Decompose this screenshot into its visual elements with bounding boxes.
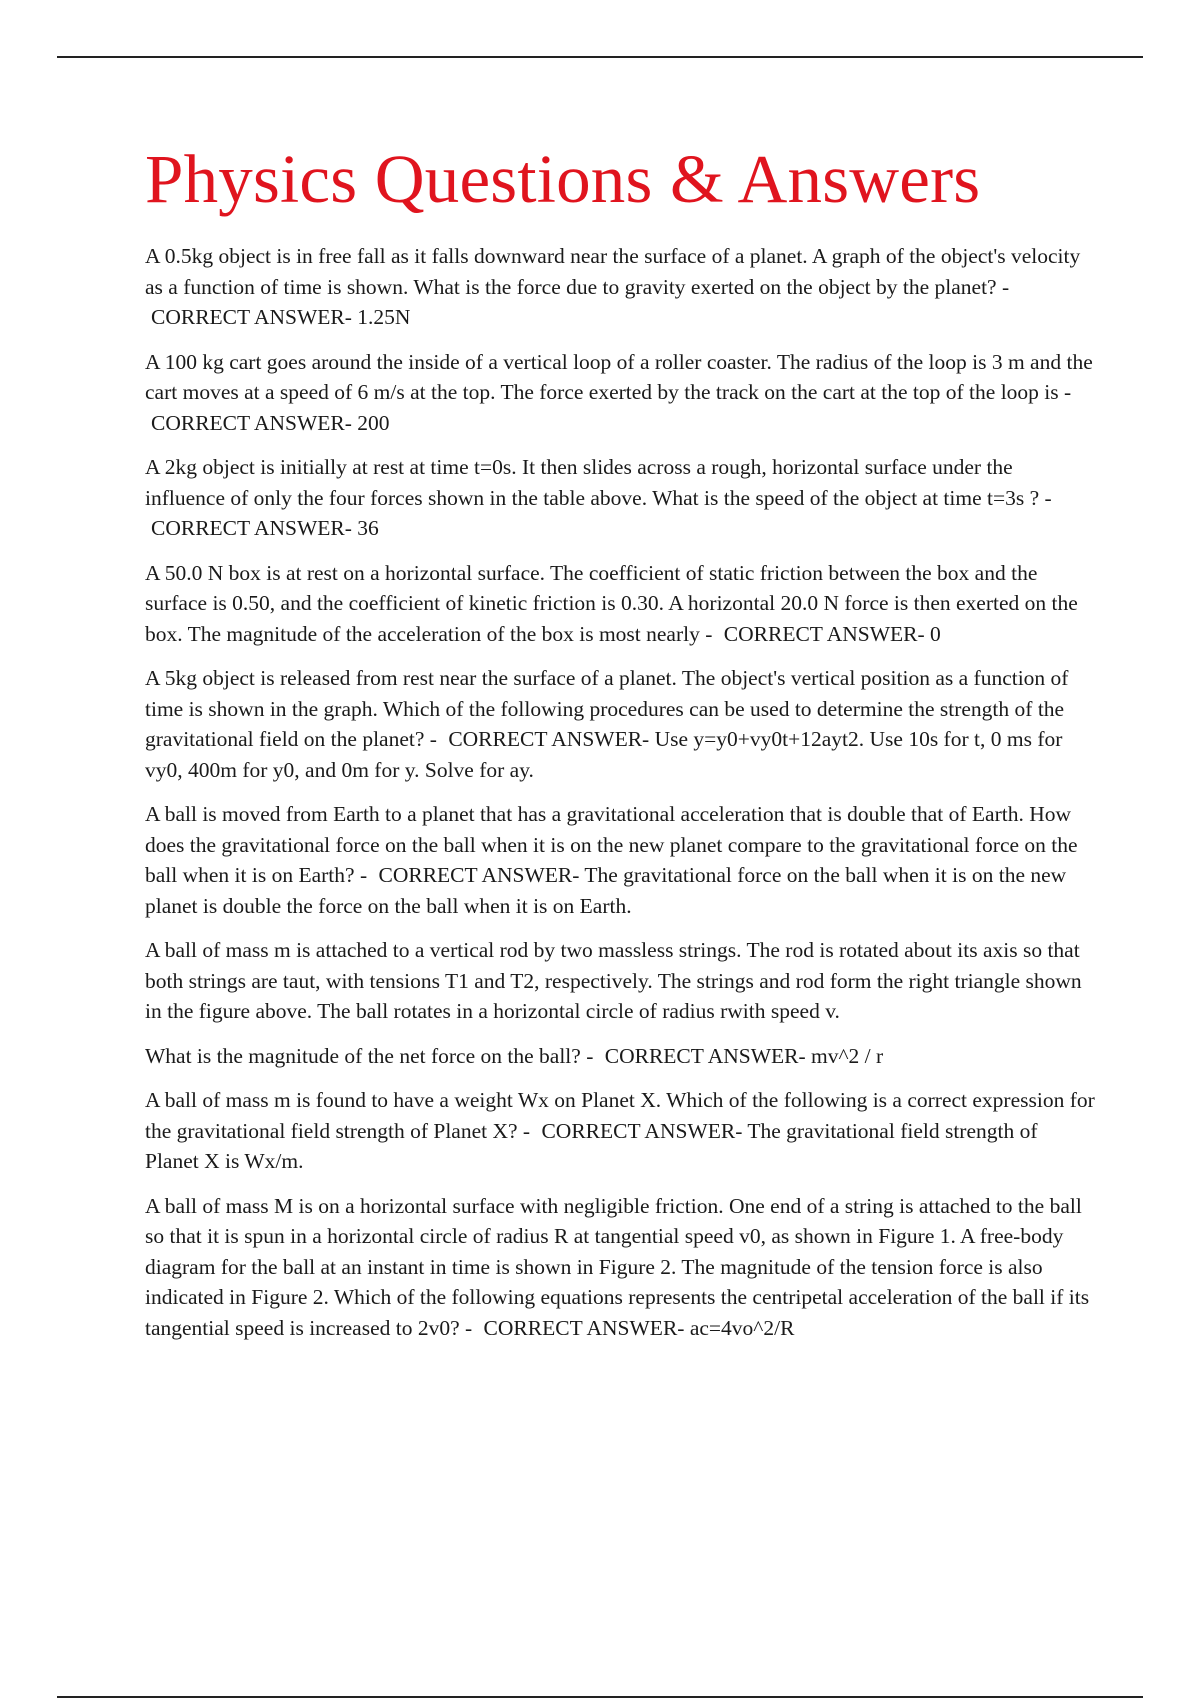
- answer-text: The gravitational force on the ball when it is on the new planet is double the force on the ball when it is on Earth.: [145, 863, 1067, 918]
- question-text: A 100 kg cart goes around the inside of a vertical loop of a roller coaster. The radius of the loop is 3 m and the cart moves at a speed of 6 m/s at the top. The force exerted by the track on the cart at the top of the loop is -: [145, 349, 1093, 405]
- qa-item: [145, 1041, 1095, 1072]
- question-text: A 5kg object is released from rest near the surface of a planet. The object's vertical position as a function of time is shown in the graph. Which of the following procedures can be used to determine the strength of the gravitational field on the planet? -: [145, 666, 1069, 752]
- qa-item: [145, 1191, 1095, 1344]
- question-text: A 50.0 N box is at rest on a horizontal surface. The coefficient of static friction between the box and the surface is 0.50, and the coefficient of kinetic friction is 0.30. A horizontal 20.0 N force is then exerted on the box. The magnitude of the acceleration of the box is most nearly -: [145, 560, 1078, 646]
- passage-text: A ball of mass m is attached to a vertical rod by two massless strings. The rod is rotated about its axis so that both strings are taut, with tensions T1 and T2, respectively. The strings and rod form the right triangle shown in the figure above. The ball rotates in a horizontal circle of radius rwith speed v.: [145, 938, 1082, 1024]
- answer-text: The gravitational field strength of Planet X is Wx/m.: [145, 1118, 1038, 1174]
- qa-item: [145, 452, 1095, 544]
- answer-label: CORRECT ANSWER-: [541, 1118, 743, 1143]
- answer-text: Use y=y0+vy0t+12ayt2. Use 10s for t, 0 ms for vy0, 400m for y0, and 0m for y. Solve for ay.: [145, 727, 1063, 782]
- question-text: A 2kg object is initially at rest at time t=0s. It then slides across a rough, horizontal surface under the influence of only the four forces shown in the table above. What is the speed of the object at time t=3s ? -: [145, 455, 1052, 510]
- answer-label: CORRECT ANSWER-: [448, 727, 650, 752]
- answer-label: CORRECT ANSWER-: [604, 1043, 806, 1068]
- qa-item: [145, 241, 1095, 333]
- qa-item: [145, 799, 1095, 921]
- answer-label: CORRECT ANSWER-: [151, 516, 352, 541]
- answer-label: CORRECT ANSWER-: [483, 1315, 685, 1340]
- answer-text: 36: [357, 516, 379, 541]
- question-text: A ball of mass m is found to have a weight Wx on Planet X. Which of the following is a correct expression for the gravitational field strength of Planet X? -: [145, 1088, 1095, 1143]
- question-text: A ball of mass M is on a horizontal surface with negligible friction. One end of a string is attached to the ball so that it is spun in a horizontal circle of radius R at tangential speed v0, as shown in Figure 1. A free-body diagram for the ball at an instant in time is shown in Figure 2. The magnitude of the tension force is also indicated in Figure 2. Which of the following equations represents the centripetal acceleration of the ball if its tangential speed is increased to 2v0? -: [145, 1193, 1090, 1340]
- question-text: What is the magnitude of the net force on the ball? -: [145, 1043, 594, 1068]
- document-body: [145, 140, 1095, 1357]
- answer-label: CORRECT ANSWER-: [151, 305, 352, 330]
- qa-item: [145, 1085, 1095, 1177]
- answer-label: CORRECT ANSWER-: [723, 621, 925, 646]
- answer-text: mv^2 / r: [811, 1043, 884, 1068]
- question-text: A 0.5kg object is in free fall as it falls downward near the surface of a planet. A graph of the object's velocity as a function of time is shown. What is the force due to gravity exerted on the object by the planet? -: [145, 244, 1081, 299]
- page-title: Physics Questions & Answers: [145, 141, 981, 217]
- qa-item: [145, 558, 1095, 650]
- answer-text: 200: [357, 410, 390, 435]
- top-rule: [57, 56, 1143, 58]
- answer-text: ac=4vo^2/R: [689, 1315, 795, 1340]
- answer-text: 1.25N: [357, 305, 411, 330]
- question-text: A ball is moved from Earth to a planet that has a gravitational acceleration that is double that of Earth. How does the gravitational force on the ball when it is on the new planet compare to the gravitational force on the ball when it is on Earth? -: [145, 802, 1078, 888]
- qa-item: [145, 347, 1095, 439]
- bottom-rule: [57, 1696, 1143, 1698]
- qa-item: [145, 663, 1095, 785]
- answer-label: CORRECT ANSWER-: [151, 410, 352, 435]
- answer-label: CORRECT ANSWER-: [378, 863, 580, 888]
- answer-text: 0: [930, 621, 941, 646]
